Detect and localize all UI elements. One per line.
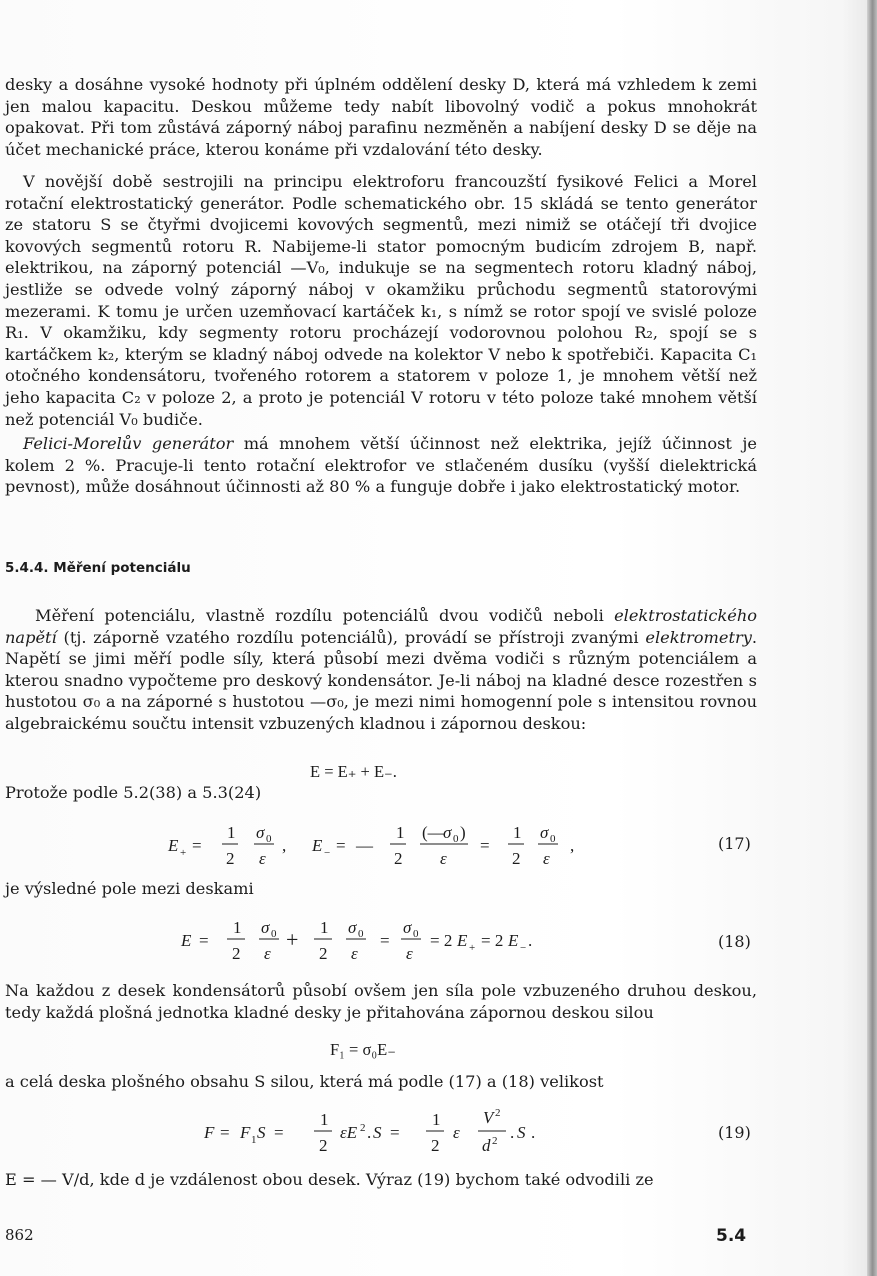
svg-text:.: . [528,931,533,950]
svg-text:1: 1 [513,823,522,842]
svg-text:−: − [324,847,331,859]
svg-text:=: = [390,1123,400,1142]
svg-text:S: S [257,1123,266,1142]
svg-text:0: 0 [413,928,419,940]
svg-text:= 2: = 2 [481,931,504,950]
svg-text:σ: σ [256,823,265,842]
svg-text:1: 1 [227,823,236,842]
term-electrostatic-voltage: elektrostatického napětí [5,606,757,647]
equation-18 [175,910,595,966]
svg-text:ε: ε [406,944,413,963]
svg-text:E: E [312,836,323,855]
svg-text:ε: ε [264,944,271,963]
svg-text:−: − [520,942,527,954]
paragraph-felici-morel-generator: V novější době sestrojili na principu elektroforu francouzští fysikové Felici a Morel rotační elektrostatický generátor. Podle schematického obr. 15 skládá se tento generátor ze statoru S se čtyřmi dvojicemi kovových segmentů, mezi nimiž se otáčejí tři dvojice kovových segmentů rotoru R. Nabijeme-li stator pomocným budicím zdrojem B, např. elektrikou, na záporný potenciál —V₀, indukuje se na segmentech rotoru kladný náboj, jestliže se odvede volný záporný náboj v okamžiku průchodu segmentů statorovými mezerami. K tomu je určen uzemňovací kartáček k₁, s nímž se rotor spojí ve svislé poloze R₁. V okamžiku, kdy segmenty rotoru procházejí vodorovnou polohou R₂, spojí se s kartáčkem k₂, kterým se kladný náboj odvede na kolektor V nebo k spotřebiči. Kapacita C₁ otočného kondensátoru, tvořeného rotorem a statorem v poloze 1, je mnohem větší než jeho kapacita C₂ v poloze 2, a proto je potenciál V rotoru v této poloze také mnohem větší než potenciál V₀ budiče. [5,172,757,429]
svg-text:σ: σ [261,918,270,937]
svg-text:F: F [204,1123,215,1142]
svg-text:2: 2 [431,1136,440,1155]
svg-text:2: 2 [495,1107,501,1119]
page-number: 862 [5,1226,34,1244]
svg-text:—: — [356,836,373,855]
svg-text:0: 0 [271,928,277,940]
svg-text:1: 1 [396,823,405,842]
svg-text:): ) [460,823,466,842]
svg-text:E: E [457,931,468,950]
section-marker: 5.4 [716,1226,747,1246]
equation-17-number: (17) [718,834,751,853]
svg-text:ε: ε [259,849,266,868]
equation-18-number: (18) [718,932,751,951]
svg-text:εE: εE [340,1123,358,1142]
svg-text:+: + [286,927,299,952]
svg-text:σ: σ [403,918,412,937]
text-line-distance: E = — V/d, kde d je vzdálenost obou desek. Výraz (19) bychom také odvodili ze [5,1170,654,1189]
paragraph-efficiency-text: má mnohem větší účinnost než elektrika, jejíž účinnost je kolem 2 %. Pracuje-li tento rotační elektrofor ve stlačeném dusíku (vyšší dielektrická pevnost), může dosáhnout účinnosti až 80 % a funguje dobře i jako elektrostatický motor. [5,434,757,497]
svg-text:2: 2 [319,944,328,963]
text-run: (tj. záporně vzatého rozdílu potenciálů), provádí se přístroji zvanými [56,627,646,647]
svg-text:2: 2 [226,849,235,868]
equation-19-number: (19) [718,1123,751,1142]
svg-text:2: 2 [512,849,521,868]
svg-text:E: E [508,931,519,950]
svg-text:=: = [199,931,209,950]
svg-text:d: d [482,1136,491,1155]
text-line-resulting-field: je výsledné pole mezi deskami [5,879,254,898]
equation-field-sum: E = E₊ + E₋. [310,762,397,781]
paragraph-electrophore: desky a dosáhne vysoké hodnoty při úplném oddělení desky D, která má vzhledem k zemi jen malou kapacitu. Deskou můžeme tedy nabít libovolný vodič a pokus mnohokrát opakovat. Při tom zůstává záporný náboj parafinu nezměněn a nabíjení desky D se děje na účet mechanické práce, kterou konáme při vzdalování této desky. [5,75,757,159]
paragraph-potential-measurement [5,605,757,735]
equation-17 [160,815,600,871]
svg-text:0: 0 [266,833,272,845]
svg-text:S: S [373,1123,382,1142]
svg-text:=: = [480,836,490,855]
svg-text:S: S [517,1123,526,1142]
svg-text:E: E [168,836,179,855]
svg-text:σ: σ [540,823,549,842]
svg-text:.: . [510,1123,515,1142]
svg-text:+: + [469,942,476,954]
svg-text:ε: ε [543,849,550,868]
svg-text:1: 1 [320,918,329,937]
svg-text:F: F [240,1123,251,1142]
svg-text:2: 2 [360,1122,366,1134]
svg-text:=: = [220,1123,230,1142]
page-edge [867,0,877,1276]
svg-text:,: , [570,836,575,855]
svg-text:ε: ε [440,849,447,868]
svg-text:=: = [274,1123,284,1142]
svg-text:(—: (— [422,823,445,842]
svg-text:=: = [192,836,202,855]
svg-text:2: 2 [394,849,403,868]
svg-text:σ: σ [443,823,452,842]
svg-text:,: , [282,836,287,855]
section-heading: 5.4.4. Měření potenciálu [5,560,191,576]
paragraph-plate-force: Na každou z desek kondensátorů působí ovšem jen síla pole vzbuzeného druhou deskou, tedy každá plošná jednotka kladné desky je přitahována zápornou deskou silou [5,981,757,1022]
svg-text:E: E [181,931,192,950]
svg-text:2: 2 [232,944,241,963]
svg-text:= 2: = 2 [430,931,453,950]
svg-text:σ: σ [348,918,357,937]
svg-text:1: 1 [432,1110,441,1129]
svg-text:=: = [380,931,390,950]
svg-text:0: 0 [358,928,364,940]
text-line-whole-plate: a celá deska plošného obsahu S silou, která má podle (17) a (18) velikost [5,1072,604,1091]
paragraph-efficiency [5,433,757,498]
equation-unit-force: F₁ = σ₀E₋ [330,1040,396,1059]
svg-text:0: 0 [453,833,459,845]
term-electrometers: elektrometry [645,627,752,647]
svg-text:+: + [180,847,187,859]
text-run: Měření potenciálu, vlastně rozdílu potenciálů dvou vodičů neboli [35,606,615,625]
svg-text:2: 2 [319,1136,328,1155]
svg-text:=: = [336,836,346,855]
equation-19 [200,1102,580,1158]
text-line-because: Protože podle 5.2(38) a 5.3(24) [5,783,262,802]
svg-text:ε: ε [351,944,358,963]
text-run: . Napětí se jimi měří podle síly, která působí mezi dvěma vodiči s různým potenciálem a kterou snadno vypočteme pro deskový kondensátor. Je-li náboj na kladné desce rozestřen s hustotou σ₀ a na záporné s hustotou —σ₀, je mezi nimi homogenní pole s intensitou rovnou algebraickému součtu intensit vzbuzených kladnou i zápornou deskou: [5,627,757,733]
svg-text:1: 1 [320,1110,329,1129]
svg-text:1: 1 [233,918,242,937]
svg-text:.: . [367,1123,372,1142]
svg-text:0: 0 [550,833,556,845]
svg-text:.: . [531,1123,536,1142]
svg-text:V: V [483,1108,494,1127]
svg-text:ε: ε [453,1123,460,1142]
generator-name: Felici-Morelův generátor [23,434,234,453]
svg-text:1: 1 [251,1134,257,1146]
svg-text:2: 2 [492,1135,498,1147]
